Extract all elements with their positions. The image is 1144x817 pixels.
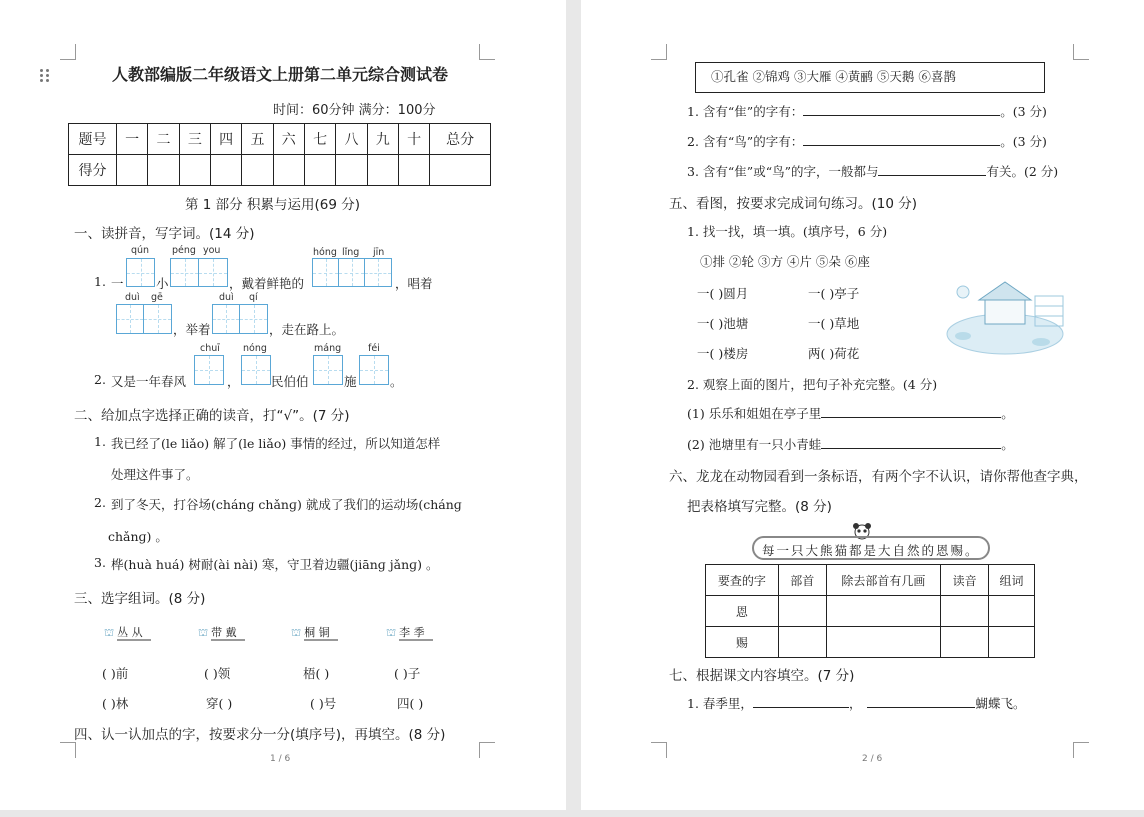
q1-text: 一 bbox=[111, 276, 124, 291]
pinyin-choice[interactable]: (le liǎo) bbox=[161, 436, 210, 451]
fill-blank[interactable]: 穿( ) bbox=[206, 696, 233, 711]
score-cell[interactable] bbox=[273, 155, 304, 186]
writing-grid[interactable] bbox=[194, 355, 224, 385]
q1-text: 小 bbox=[156, 276, 169, 291]
q2-heading: 二、给加点字选择正确的读音，打“√”。(7 分) bbox=[74, 408, 350, 424]
tag-icon: ⛫ bbox=[291, 626, 302, 639]
fill-blank[interactable]: 一( )圆月 bbox=[697, 286, 749, 301]
q6-heading-line2: 把表格填写完整。(8 分) bbox=[687, 499, 832, 515]
score-cell[interactable] bbox=[304, 155, 335, 186]
q5-num: 2. bbox=[687, 377, 699, 392]
moon-icon bbox=[957, 286, 969, 298]
score-header-cell: 四 bbox=[210, 124, 241, 155]
answer-line[interactable] bbox=[803, 134, 1000, 146]
fill-blank[interactable]: ( )领 bbox=[204, 666, 231, 681]
q2-text: 寒，守卫着边疆 bbox=[262, 557, 350, 572]
q4-line2 bbox=[687, 132, 1047, 150]
part1-heading: 第 1 部分 积累与运用(69 分) bbox=[185, 197, 360, 213]
q1-line1-num: 1. bbox=[94, 274, 106, 289]
score-header-cell: 九 bbox=[367, 124, 398, 155]
writing-grid[interactable] bbox=[116, 304, 172, 334]
q1-text: 。 bbox=[390, 374, 403, 389]
q5-num: 1. bbox=[687, 224, 699, 239]
q4-text: 含有“隹”或“鸟”的字，一般都与 bbox=[702, 164, 879, 179]
pinyin-choice[interactable]: (chánɡ chǎnɡ) bbox=[211, 497, 302, 512]
pinyin-choice[interactable]: (huà huá) bbox=[123, 557, 185, 572]
answer-cell[interactable] bbox=[826, 596, 941, 627]
q2-text: 树耐 bbox=[188, 557, 214, 572]
fill-blank[interactable]: 一( )楼房 bbox=[697, 346, 749, 361]
q6-heading-line1: 六、龙龙在动物园看到一条标语，有两个字不认识，请你帮他查字典， bbox=[669, 469, 1088, 485]
q1-text: ，唱着 bbox=[395, 276, 433, 291]
q4-num: 3. bbox=[687, 164, 699, 179]
pinyin: máng bbox=[314, 343, 342, 354]
crop-mark bbox=[60, 742, 76, 758]
q5-heading: 五、看图，按要求完成词句练习。(10 分) bbox=[669, 196, 918, 212]
page-number: 2 / 6 bbox=[862, 754, 883, 764]
q7-text: 春季里， bbox=[702, 696, 753, 711]
score-cell[interactable] bbox=[336, 155, 367, 186]
q4-text: 含有“隹”的字有： bbox=[702, 104, 804, 119]
score-header-label: 题号 bbox=[69, 124, 117, 155]
fill-blank[interactable]: 一( )草地 bbox=[808, 316, 860, 331]
q1-text: ， bbox=[227, 374, 240, 389]
tag-icon: ⛫ bbox=[386, 626, 397, 639]
pavilion-pond-illustration bbox=[943, 278, 1073, 358]
pinyin-choice[interactable]: (le liǎo) bbox=[238, 436, 287, 451]
score-header-cell: 三 bbox=[179, 124, 210, 155]
q1-line3-num: 2. bbox=[94, 372, 106, 387]
pinyin: lǐng bbox=[342, 247, 360, 258]
q4-line3 bbox=[687, 162, 1058, 180]
q5-sub1 bbox=[687, 222, 887, 240]
q7-num: 1. bbox=[687, 696, 699, 711]
q4-text: 。(3 分) bbox=[1000, 104, 1047, 119]
q1-text: 施 bbox=[344, 374, 357, 389]
pinyin: duì bbox=[125, 292, 140, 303]
pinyin: chuī bbox=[200, 343, 220, 354]
q4-text: 有关。(2 分) bbox=[986, 164, 1059, 179]
answer-cell[interactable] bbox=[826, 627, 941, 658]
q2-line3 bbox=[111, 555, 439, 573]
q5-text: 找一找，填一填。(填序号，6 分) bbox=[702, 224, 888, 239]
pinyin-choice[interactable]: (chánɡ bbox=[418, 497, 462, 512]
q2-text: 到了冬天，打谷场 bbox=[111, 497, 212, 512]
pinyin-choice[interactable]: (jiānɡ jǎnɡ) 。 bbox=[349, 557, 439, 572]
answer-line[interactable] bbox=[803, 104, 1000, 116]
crop-mark bbox=[60, 44, 76, 60]
document-page-1 bbox=[0, 0, 566, 810]
answer-cell[interactable] bbox=[778, 627, 826, 658]
q7-line1 bbox=[687, 694, 1025, 712]
score-cell[interactable] bbox=[242, 155, 273, 186]
q2-line2 bbox=[111, 495, 462, 513]
q4-text: 。(3 分) bbox=[1000, 134, 1047, 149]
q5-text: 乐乐和姐姐在亭子里 bbox=[708, 406, 822, 421]
dict-header-cell: 部首 bbox=[778, 565, 826, 596]
score-header-cell: 总分 bbox=[430, 124, 491, 155]
lookup-char: 赐 bbox=[706, 627, 779, 658]
answer-line[interactable] bbox=[821, 406, 1001, 418]
score-cell[interactable] bbox=[117, 155, 148, 186]
crop-mark bbox=[1073, 742, 1089, 758]
score-header-cell: 七 bbox=[304, 124, 335, 155]
pinyin: duì bbox=[219, 292, 234, 303]
q3-heading: 三、选字组词。(8 分) bbox=[74, 591, 206, 607]
crop-mark bbox=[651, 742, 667, 758]
pinyin: hóng bbox=[313, 247, 337, 258]
q5-num: (2) bbox=[687, 437, 705, 452]
q5-text: 。 bbox=[1001, 406, 1014, 421]
writing-grid[interactable] bbox=[312, 258, 392, 287]
fill-blank[interactable]: ( )林 bbox=[102, 696, 129, 711]
q1-text: ，举着 bbox=[173, 322, 211, 337]
char-pair-tag bbox=[198, 624, 245, 641]
q4-num: 1. bbox=[687, 104, 699, 119]
q5-sentence2 bbox=[687, 435, 1014, 453]
q7-text: ， bbox=[848, 696, 862, 711]
pinyin: qí bbox=[249, 292, 258, 303]
tag-icon: ⛫ bbox=[198, 626, 209, 639]
crop-mark bbox=[479, 742, 495, 758]
q2-line1 bbox=[111, 434, 440, 452]
q7-text: 蝴蝶飞。 bbox=[975, 696, 1026, 711]
answer-cell[interactable] bbox=[941, 596, 989, 627]
score-cell[interactable] bbox=[398, 155, 429, 186]
document-title: 人教部编版二年级语文上册第二单元综合测试卷 bbox=[112, 65, 449, 84]
q5-text: 。 bbox=[1001, 437, 1014, 452]
document-page-2 bbox=[581, 0, 1144, 810]
answer-cell[interactable] bbox=[989, 627, 1035, 658]
answer-line[interactable] bbox=[821, 437, 1001, 449]
q4-text: 含有“鸟”的字有： bbox=[702, 134, 804, 149]
q4-num: 2. bbox=[687, 134, 699, 149]
crop-mark bbox=[651, 44, 667, 60]
score-cell[interactable] bbox=[210, 155, 241, 186]
writing-grid[interactable] bbox=[212, 304, 268, 334]
q2-text: 处理这件事了。 bbox=[111, 467, 199, 482]
q5-sentence1 bbox=[687, 404, 1014, 422]
q2-text: 解了 bbox=[213, 436, 239, 451]
fill-blank[interactable]: 四( ) bbox=[397, 696, 424, 711]
tag-label: 带 戴 bbox=[211, 626, 245, 641]
score-cell[interactable] bbox=[148, 155, 179, 186]
fill-blank[interactable]: 梧( ) bbox=[303, 666, 330, 681]
q1-text: ，戴着鲜艳的 bbox=[229, 276, 305, 291]
writing-grid[interactable] bbox=[126, 258, 155, 287]
score-header-cell: 十 bbox=[398, 124, 429, 155]
score-header-cell: 一 bbox=[117, 124, 148, 155]
q5-num: (1) bbox=[687, 406, 705, 421]
pinyin: gē bbox=[151, 292, 163, 303]
pavilion-roof bbox=[979, 282, 1031, 300]
writing-grid[interactable] bbox=[359, 355, 389, 385]
score-header-cell: 二 bbox=[148, 124, 179, 155]
fill-blank[interactable]: 一( )池塘 bbox=[697, 316, 749, 331]
q2-text: 事情的经过，所以知道怎样 bbox=[290, 436, 441, 451]
writing-grid[interactable] bbox=[170, 258, 228, 287]
dictionary-table bbox=[705, 564, 1035, 658]
char-pair-tag bbox=[386, 624, 433, 641]
page-number: 1 / 6 bbox=[270, 754, 291, 764]
dict-header-cell: 读音 bbox=[941, 565, 989, 596]
q1-text: 又是一年春风 bbox=[111, 374, 187, 389]
tag-icon: ⛫ bbox=[104, 626, 115, 639]
score-cell[interactable] bbox=[179, 155, 210, 186]
q1-heading: 一、读拼音，写字词。(14 分) bbox=[74, 226, 255, 242]
pinyin: nóng bbox=[243, 343, 267, 354]
dict-header-cell: 除去部首有几画 bbox=[826, 565, 941, 596]
answer-cell[interactable] bbox=[941, 627, 989, 658]
dict-header-cell: 组词 bbox=[989, 565, 1035, 596]
measure-word-options: ①排 ②轮 ③方 ④片 ⑤朵 ⑥座 bbox=[700, 254, 870, 269]
writing-grid[interactable] bbox=[241, 355, 271, 385]
q5-sub2 bbox=[687, 375, 937, 393]
q7-heading: 七、根据课文内容填空。(7 分) bbox=[669, 668, 855, 684]
answer-cell[interactable] bbox=[778, 596, 826, 627]
fill-blank[interactable]: ( )子 bbox=[394, 666, 421, 681]
time-info: 时间：60分钟 满分：100分 bbox=[273, 103, 436, 118]
q2-text: 我已经了 bbox=[111, 436, 162, 451]
lotus-leaf bbox=[955, 332, 971, 340]
tag-label: 桐 铜 bbox=[304, 626, 338, 641]
q1-text: ，走在路上。 bbox=[269, 322, 345, 337]
q2-text: 就成了我们的运动场 bbox=[305, 497, 419, 512]
lotus-leaf bbox=[1032, 338, 1050, 346]
pinyin-choice[interactable]: (ài nài) bbox=[213, 557, 259, 572]
q2-text: 桦 bbox=[111, 557, 124, 572]
score-header-cell: 八 bbox=[336, 124, 367, 155]
fill-blank[interactable]: ( )前 bbox=[102, 666, 129, 681]
q2-num: 1. bbox=[94, 434, 106, 449]
answer-line[interactable] bbox=[878, 164, 986, 176]
dict-header-cell: 要查的字 bbox=[706, 565, 779, 596]
pinyin: jīn bbox=[373, 247, 385, 258]
answer-cell[interactable] bbox=[989, 596, 1035, 627]
drag-handle-icon[interactable] bbox=[40, 69, 50, 83]
score-table bbox=[68, 123, 491, 186]
pinyin: you bbox=[203, 245, 221, 256]
pinyin-choice[interactable]: chǎnɡ) 。 bbox=[108, 529, 168, 544]
fill-blank[interactable]: 两( )荷花 bbox=[808, 346, 860, 361]
lookup-char: 恩 bbox=[706, 596, 779, 627]
q1-text: 民伯伯 bbox=[271, 374, 309, 389]
q2-num: 3. bbox=[94, 555, 106, 570]
slogan-banner: 每一只大熊猫都是大自然的恩赐。 bbox=[752, 536, 990, 560]
answer-line[interactable] bbox=[753, 696, 849, 708]
q4-line1 bbox=[687, 102, 1047, 120]
pavilion-body bbox=[985, 300, 1025, 324]
pinyin: qún bbox=[131, 245, 150, 256]
q5-text: 观察上面的图片，把句子补充完整。(4 分) bbox=[702, 377, 938, 392]
score-header-cell: 五 bbox=[242, 124, 273, 155]
char-pair-tag bbox=[291, 624, 338, 641]
pinyin: féi bbox=[368, 343, 380, 354]
q2-num: 2. bbox=[94, 495, 106, 510]
q5-text: 池塘里有一只小青蛙 bbox=[708, 437, 822, 452]
fill-blank[interactable]: ( )号 bbox=[310, 696, 337, 711]
char-pair-tag bbox=[104, 624, 151, 641]
tag-label: 李 季 bbox=[399, 626, 433, 641]
answer-line[interactable] bbox=[867, 696, 975, 708]
fill-blank[interactable]: 一( )亭子 bbox=[808, 286, 860, 301]
score-cell[interactable] bbox=[430, 155, 491, 186]
score-cell[interactable] bbox=[367, 155, 398, 186]
crop-mark bbox=[1073, 44, 1089, 60]
pinyin: péng bbox=[172, 245, 196, 256]
crop-mark bbox=[479, 44, 495, 60]
tag-label: 丛 从 bbox=[117, 626, 151, 641]
q4-heading: 四、认一认加点的字，按要求分一分(填序号)，再填空。(8 分) bbox=[74, 727, 446, 743]
score-label: 得分 bbox=[69, 155, 117, 186]
score-header-cell: 六 bbox=[273, 124, 304, 155]
writing-grid[interactable] bbox=[313, 355, 343, 385]
bird-options-box: ①孔雀 ②锦鸡 ③大雁 ④黄鹂 ⑤天鹅 ⑥喜鹊 bbox=[695, 62, 1045, 93]
